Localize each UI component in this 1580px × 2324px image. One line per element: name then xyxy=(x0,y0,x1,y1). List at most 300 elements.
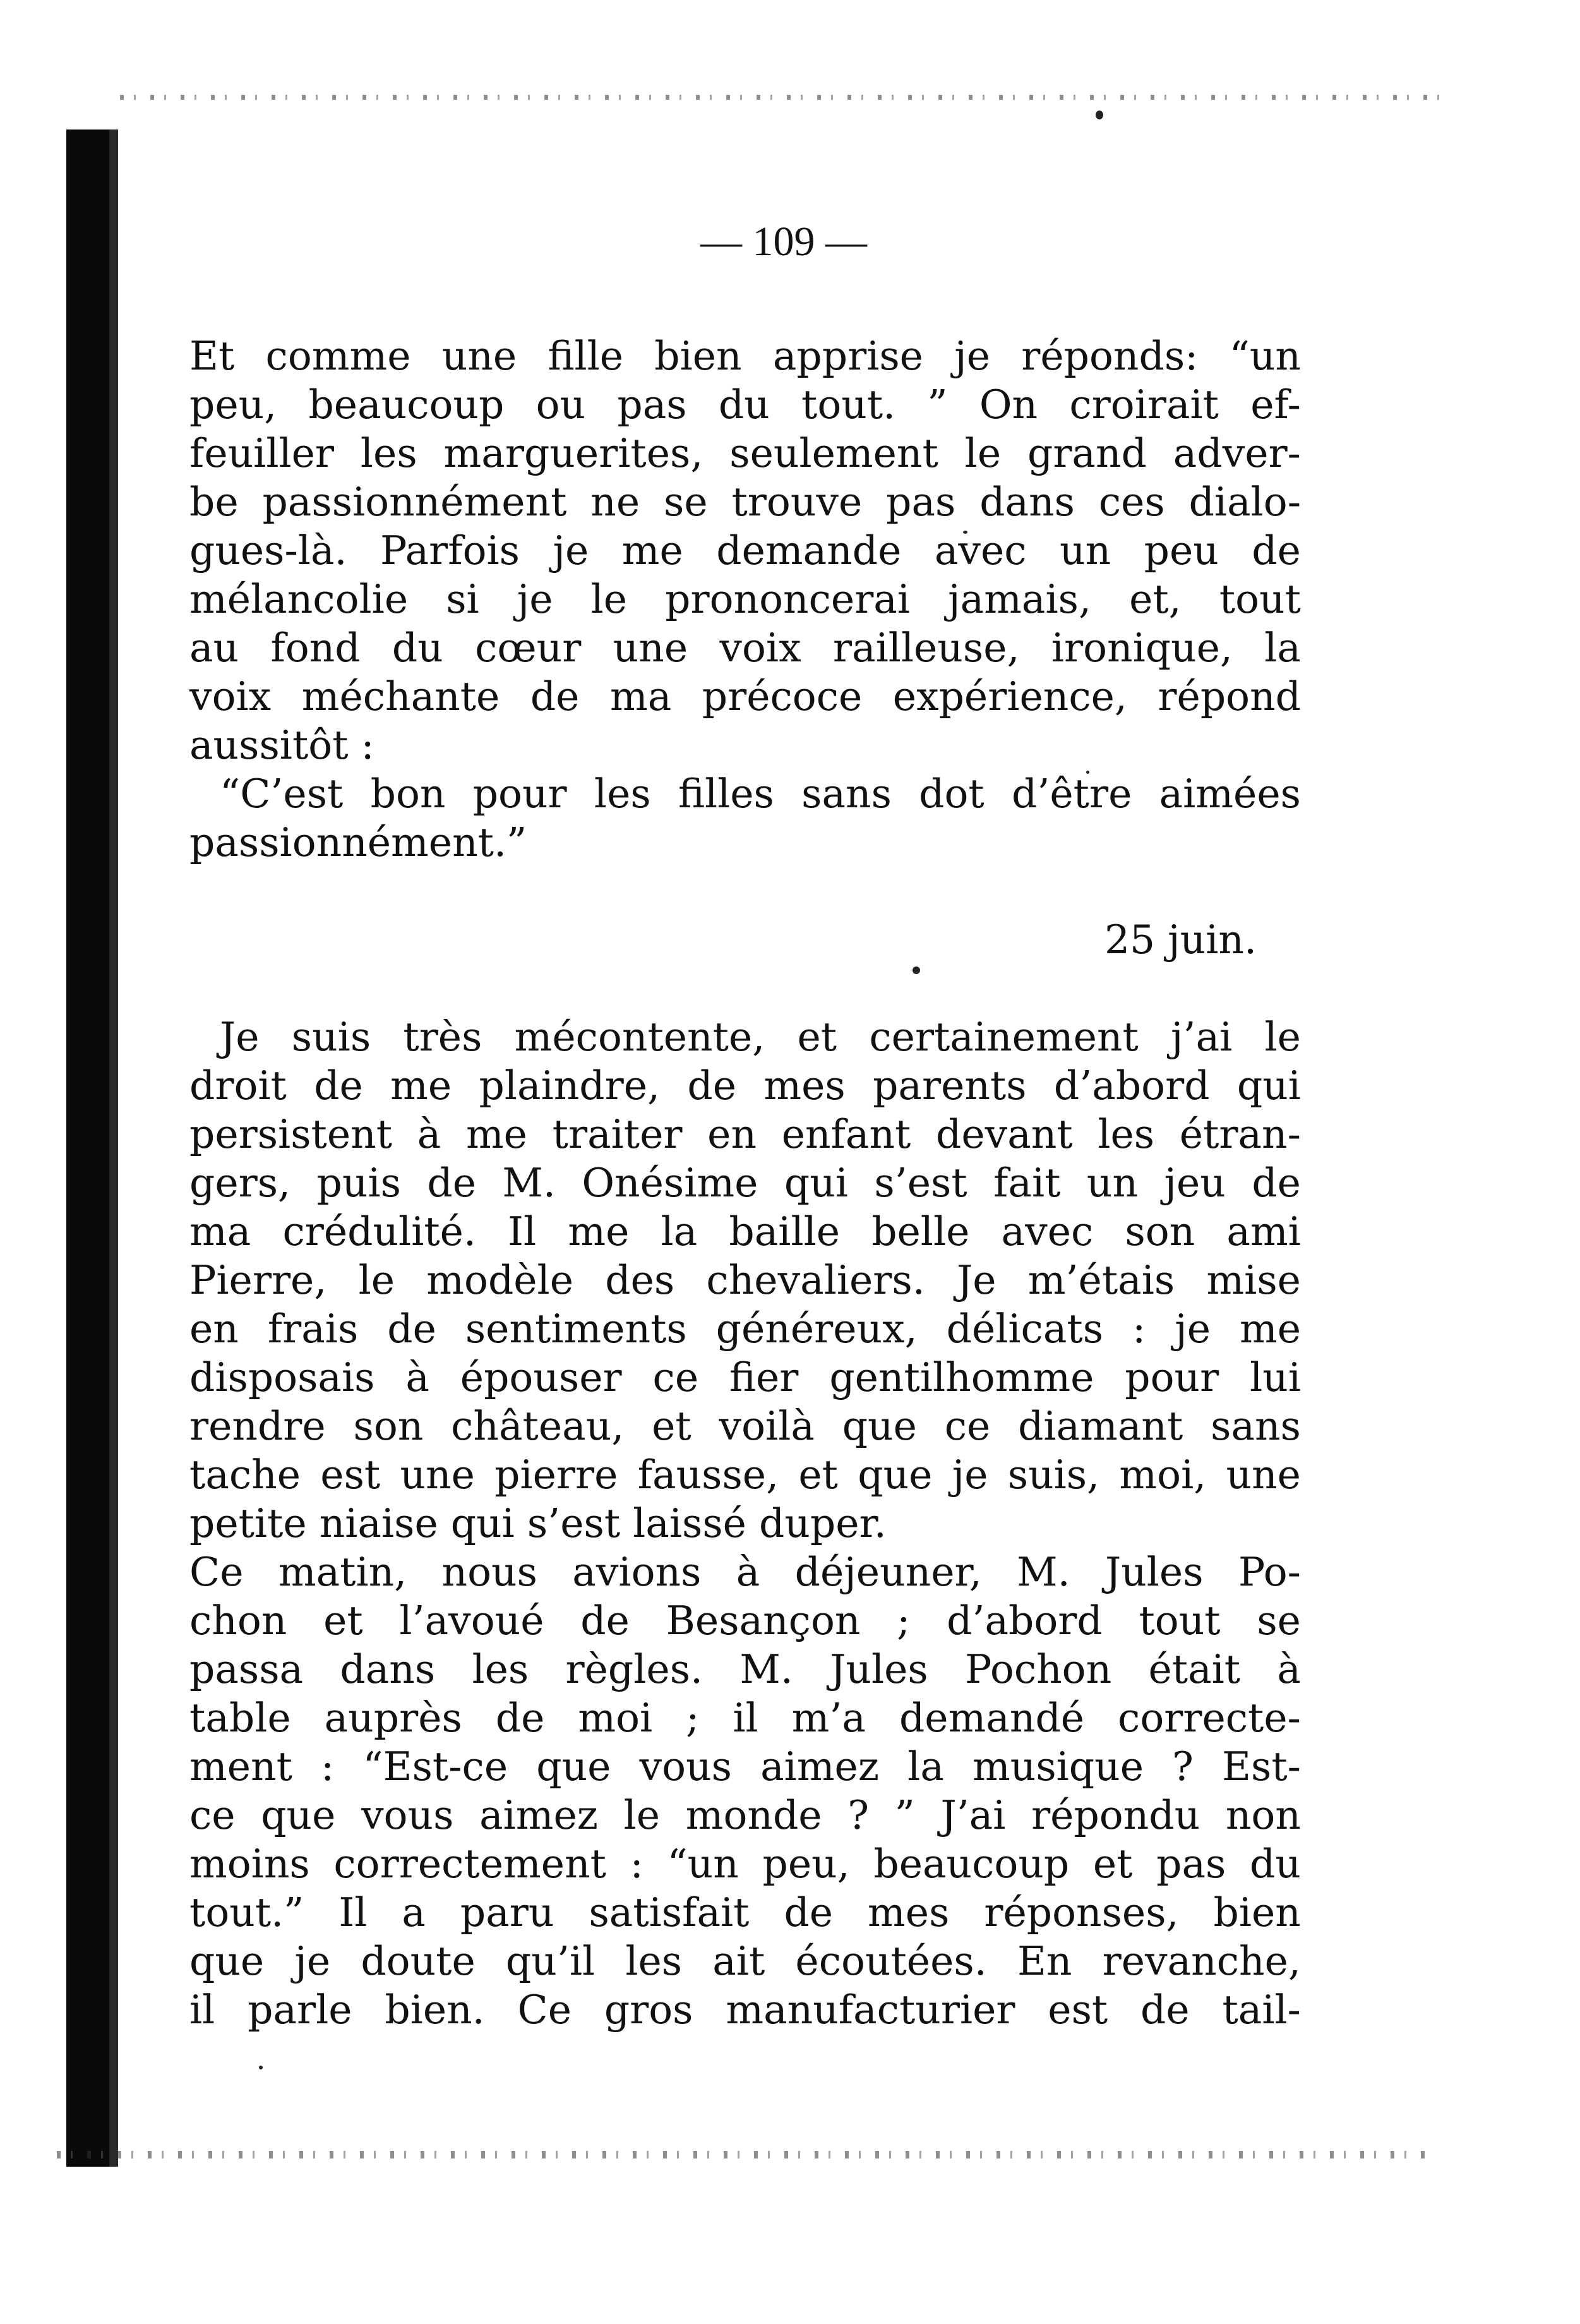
word: du xyxy=(392,625,443,671)
word: “un xyxy=(1229,333,1301,379)
word: règles. xyxy=(565,1646,703,1692)
word: l’avoué xyxy=(399,1598,544,1644)
word: Ce xyxy=(517,1987,572,2033)
word: vous xyxy=(639,1743,732,1790)
word: parents xyxy=(873,1063,1027,1109)
word: se xyxy=(1257,1598,1301,1644)
word: matin, xyxy=(278,1549,407,1595)
word: correcte- xyxy=(1118,1695,1301,1741)
word: tail- xyxy=(1222,1987,1301,2033)
word: à xyxy=(417,1111,441,1157)
word: à xyxy=(736,1549,760,1595)
text-line xyxy=(189,1742,1301,1791)
word: peu xyxy=(1144,527,1219,574)
word: avec xyxy=(934,527,1027,574)
word: le xyxy=(1264,1014,1301,1060)
word: ma xyxy=(609,673,672,719)
word: “un xyxy=(667,1841,739,1887)
text-line xyxy=(189,623,1301,672)
word: la xyxy=(1264,625,1301,671)
spacer xyxy=(189,867,1301,915)
word: les xyxy=(360,430,417,476)
word: ment xyxy=(189,1743,292,1790)
spacer xyxy=(189,964,1301,1013)
word: baille xyxy=(729,1208,841,1255)
word: fond xyxy=(270,625,361,671)
binding-shadow xyxy=(66,129,116,2167)
word: moi xyxy=(578,1695,653,1741)
paragraph-3 xyxy=(189,1548,1301,2034)
word: se xyxy=(664,479,708,525)
text-line xyxy=(189,1256,1301,1304)
word: droit xyxy=(189,1063,287,1109)
word: : xyxy=(321,1743,335,1790)
word: avec xyxy=(1001,1208,1094,1255)
word: satisfait xyxy=(589,1889,750,1936)
word: qui xyxy=(1236,1063,1301,1109)
text-line xyxy=(189,1839,1301,1888)
word: Ce xyxy=(189,1549,244,1595)
word: M. xyxy=(739,1646,793,1692)
word: correctement xyxy=(333,1841,606,1887)
word: a xyxy=(402,1889,426,1936)
word: table xyxy=(189,1695,291,1741)
word: en xyxy=(189,1306,239,1352)
text-line xyxy=(189,1596,1301,1645)
word: réponds: xyxy=(1021,333,1199,379)
word: ; xyxy=(897,1598,911,1644)
word: de xyxy=(427,1160,476,1206)
word: ce xyxy=(944,1403,991,1449)
word: dans xyxy=(340,1646,436,1692)
word: peu, xyxy=(189,382,277,428)
word: comme xyxy=(265,333,411,379)
word: chevaliers. xyxy=(706,1257,925,1303)
word: seulement xyxy=(729,430,938,476)
word: fausse, xyxy=(637,1452,779,1498)
word: suis, xyxy=(1007,1452,1100,1498)
word: expérience, xyxy=(892,673,1127,719)
word: je xyxy=(517,576,553,622)
word: que xyxy=(536,1743,611,1790)
word: pas xyxy=(617,382,687,428)
word: “C’est xyxy=(220,771,344,817)
word: diamant xyxy=(1018,1403,1183,1449)
word: Po- xyxy=(1238,1549,1301,1595)
word: auprès xyxy=(324,1695,462,1741)
diary-date: 25 juin. xyxy=(1104,917,1257,963)
word: Et xyxy=(189,333,235,379)
word: de xyxy=(1252,1160,1301,1206)
word: ef- xyxy=(1250,382,1301,428)
word: qui xyxy=(784,1160,848,1206)
word: une xyxy=(400,1452,475,1498)
word: avions xyxy=(572,1549,702,1595)
word: M. xyxy=(502,1160,556,1206)
word: doute xyxy=(361,1938,476,1984)
text-line xyxy=(189,1061,1301,1110)
bottom-edge-noise xyxy=(57,2151,1433,2158)
word: il xyxy=(189,1987,215,2033)
word: je xyxy=(1175,1306,1211,1352)
word: bon xyxy=(370,771,446,817)
word: de xyxy=(314,1063,363,1109)
word: tout xyxy=(1139,1598,1221,1644)
word: et, xyxy=(1129,576,1182,622)
word: Onésime xyxy=(582,1160,758,1206)
word: son xyxy=(1125,1208,1195,1255)
word: et xyxy=(652,1403,691,1449)
word: est xyxy=(1048,1987,1108,2033)
word: d’abord xyxy=(1053,1063,1210,1109)
word: une xyxy=(1226,1452,1301,1498)
word: demandé xyxy=(899,1695,1085,1741)
text-line xyxy=(189,1207,1301,1256)
word: son xyxy=(353,1403,424,1449)
word: demande xyxy=(716,527,902,574)
word: et xyxy=(797,1014,837,1060)
word: de xyxy=(580,1598,630,1644)
word: disposais xyxy=(189,1354,375,1400)
word: ait xyxy=(712,1938,765,1984)
word: M. xyxy=(1017,1549,1070,1595)
word: des xyxy=(605,1257,675,1303)
speck xyxy=(1096,111,1103,119)
word: : xyxy=(630,1841,643,1887)
paragraph-2 xyxy=(189,1013,1301,1548)
word: et xyxy=(323,1598,363,1644)
word: fille xyxy=(548,333,624,379)
word: dans xyxy=(979,479,1075,525)
word: chon xyxy=(189,1598,287,1644)
word: voilà xyxy=(719,1403,815,1449)
text-line xyxy=(189,1985,1301,2034)
word: étran- xyxy=(1179,1111,1301,1157)
text-line xyxy=(189,769,1301,818)
word: était xyxy=(1148,1646,1241,1692)
word: me xyxy=(1239,1306,1301,1352)
word: cœur xyxy=(475,625,582,671)
word: Pochon xyxy=(965,1646,1112,1692)
text-line xyxy=(189,1013,1301,1061)
word: grand xyxy=(1027,430,1147,476)
text-line xyxy=(189,332,1301,380)
word: rendre xyxy=(189,1403,326,1449)
word: sans xyxy=(801,771,892,817)
page-body xyxy=(189,332,1301,2034)
word: sentiments xyxy=(465,1306,687,1352)
word: ? xyxy=(1172,1743,1194,1790)
word: sans xyxy=(1211,1403,1301,1449)
text-line xyxy=(189,526,1301,575)
word: un xyxy=(1060,527,1111,574)
word: belle xyxy=(871,1208,970,1255)
word: non xyxy=(1225,1792,1301,1838)
word: méchante xyxy=(301,673,500,719)
word: bien. xyxy=(385,1987,485,2033)
word: château, xyxy=(451,1403,625,1449)
word: généreux, xyxy=(715,1306,918,1352)
word: monde xyxy=(685,1792,822,1838)
word: railleuse, xyxy=(832,625,1020,671)
word: ce xyxy=(652,1354,699,1400)
word: je xyxy=(294,1938,331,1984)
word: je xyxy=(954,333,991,379)
word: le xyxy=(590,576,628,622)
word: délicats xyxy=(946,1306,1104,1352)
word: les xyxy=(1098,1111,1155,1157)
text-line xyxy=(189,1791,1301,1839)
word: ces xyxy=(1098,479,1165,525)
word: On xyxy=(979,382,1038,428)
word: marguerites, xyxy=(443,430,703,476)
word: la xyxy=(661,1208,698,1255)
word: beaucoup xyxy=(873,1841,1070,1887)
word: ne xyxy=(590,479,640,525)
word: de xyxy=(530,673,580,719)
word: réponses, xyxy=(984,1889,1179,1936)
word: une xyxy=(613,625,688,671)
word: mécontente, xyxy=(514,1014,765,1060)
word: voix xyxy=(189,673,272,719)
word: écoutées. xyxy=(795,1938,987,1984)
word: aimées xyxy=(1159,771,1301,817)
word: Il xyxy=(508,1208,537,1255)
word: me xyxy=(390,1063,452,1109)
word: que xyxy=(261,1792,336,1838)
word: ; xyxy=(686,1695,700,1741)
word: tout.” xyxy=(189,1889,304,1936)
text-line xyxy=(189,1888,1301,1937)
word: tache xyxy=(189,1452,301,1498)
text-line xyxy=(189,380,1301,429)
text-line xyxy=(189,1159,1301,1207)
word: Besançon xyxy=(666,1598,861,1644)
word: persistent xyxy=(189,1111,393,1157)
word: de xyxy=(495,1695,545,1741)
word: peu, xyxy=(762,1841,850,1887)
text-line: passionnément.” xyxy=(189,819,527,865)
word: très xyxy=(403,1014,482,1060)
word: traiter xyxy=(552,1111,683,1157)
word: puis xyxy=(316,1160,401,1206)
word: le xyxy=(623,1792,661,1838)
word: est xyxy=(320,1452,381,1498)
word: vous xyxy=(361,1792,454,1838)
word: gers, xyxy=(189,1160,291,1206)
word: “Est-ce xyxy=(362,1743,508,1790)
text-line: aussitôt : xyxy=(189,722,374,768)
word: pas xyxy=(1156,1841,1226,1887)
word: fier xyxy=(729,1354,799,1400)
word: pour xyxy=(472,771,567,817)
word: de xyxy=(1252,527,1301,574)
word: les xyxy=(625,1938,683,1984)
word: parle xyxy=(248,1987,352,2033)
word: ? xyxy=(847,1792,869,1838)
word: la xyxy=(907,1743,944,1790)
word: enfant xyxy=(781,1111,911,1157)
word: moi, xyxy=(1119,1452,1207,1498)
text-line xyxy=(189,1548,1301,1596)
word: filles xyxy=(678,771,774,817)
word: plaindre, xyxy=(479,1063,661,1109)
word: pas xyxy=(886,479,956,525)
word: m’a xyxy=(791,1695,866,1741)
word: d’être xyxy=(1012,771,1132,817)
word: ma xyxy=(189,1208,251,1255)
word: beaucoup xyxy=(308,382,505,428)
word: je xyxy=(952,1452,988,1498)
text-line xyxy=(189,1402,1301,1450)
word: paru xyxy=(460,1889,554,1936)
word: mes xyxy=(763,1063,846,1109)
word: répondu xyxy=(1031,1792,1200,1838)
text-line xyxy=(189,575,1301,623)
word: répond xyxy=(1158,673,1301,719)
word: Pierre, xyxy=(189,1257,327,1303)
text-line xyxy=(189,1450,1301,1499)
word: gentilhomme xyxy=(829,1354,1094,1400)
word: dialo- xyxy=(1188,479,1301,525)
word: les xyxy=(472,1646,529,1692)
word: certainement xyxy=(869,1014,1139,1060)
word: ce xyxy=(189,1792,236,1838)
word: jeu xyxy=(1164,1160,1226,1206)
text-line xyxy=(189,429,1301,478)
word: ” xyxy=(894,1792,915,1838)
word: Jules xyxy=(1104,1549,1204,1595)
word: pierre xyxy=(494,1452,618,1498)
word: le xyxy=(358,1257,395,1303)
word: à xyxy=(405,1354,429,1400)
word: passa xyxy=(189,1646,304,1692)
word: dot xyxy=(919,771,985,817)
word: déjeuner, xyxy=(794,1549,982,1595)
word: si xyxy=(446,576,479,622)
word: me xyxy=(568,1208,630,1255)
word: aimez xyxy=(760,1743,880,1790)
word: ou xyxy=(536,382,586,428)
text-line xyxy=(189,672,1301,721)
word: passionnément xyxy=(262,479,567,525)
text-line xyxy=(189,1937,1301,1985)
word: je xyxy=(553,527,589,574)
word: qu’il xyxy=(505,1938,595,1984)
text-line xyxy=(189,1110,1301,1159)
word: me xyxy=(465,1111,527,1157)
page-number: — 109 — xyxy=(700,219,867,265)
word: au xyxy=(189,625,239,671)
word: me xyxy=(621,527,683,574)
word: aimez xyxy=(479,1792,599,1838)
word: du xyxy=(1250,1841,1301,1887)
word: adver- xyxy=(1173,430,1301,476)
word: un xyxy=(1086,1160,1139,1206)
word: les xyxy=(594,771,651,817)
word: prononcerai xyxy=(665,576,911,622)
word: manufacturier xyxy=(726,1987,1015,2033)
word: voix xyxy=(719,625,801,671)
word: que xyxy=(842,1403,917,1449)
paragraph-1 xyxy=(189,332,1301,769)
word: de xyxy=(387,1306,436,1352)
word: à xyxy=(1277,1646,1301,1692)
word: modèle xyxy=(426,1257,573,1303)
word: fait xyxy=(993,1160,1061,1206)
word: d’abord xyxy=(947,1598,1103,1644)
word: moins xyxy=(189,1841,310,1887)
word: bien xyxy=(1213,1889,1301,1936)
text-line xyxy=(189,1645,1301,1694)
quote xyxy=(189,769,1301,867)
word: il xyxy=(733,1695,758,1741)
text-line: petite niaise qui s’est laissé duper. xyxy=(189,1500,887,1546)
text-line xyxy=(189,478,1301,526)
word: pour xyxy=(1125,1354,1219,1400)
text-line xyxy=(189,1353,1301,1402)
word: feuiller xyxy=(189,430,335,476)
word: tout. xyxy=(801,382,896,428)
word: bien xyxy=(654,333,742,379)
word: lui xyxy=(1250,1354,1301,1400)
word: En xyxy=(1017,1938,1072,1984)
word: gues-là. xyxy=(189,527,347,574)
word: Je xyxy=(957,1257,996,1303)
word: ironique, xyxy=(1051,625,1233,671)
word: trouve xyxy=(731,479,863,525)
word: mélancolie xyxy=(189,576,409,622)
word: le xyxy=(964,430,1002,476)
word: que xyxy=(189,1938,265,1984)
word: croirait xyxy=(1069,382,1219,428)
top-edge-noise xyxy=(120,95,1446,100)
word: et xyxy=(798,1452,838,1498)
word: tout xyxy=(1219,576,1301,622)
word: Jules xyxy=(830,1646,928,1692)
word: suis xyxy=(291,1014,371,1060)
word: frais xyxy=(267,1306,359,1352)
word: : xyxy=(1132,1306,1146,1352)
text-line xyxy=(189,1694,1301,1742)
word: j’ai xyxy=(1171,1014,1233,1060)
word: crédulité. xyxy=(282,1208,476,1255)
word: en xyxy=(707,1111,757,1157)
word: de xyxy=(687,1063,737,1109)
word: du xyxy=(718,382,770,428)
word: revanche, xyxy=(1102,1938,1301,1984)
word: nous xyxy=(441,1549,537,1595)
word: musique xyxy=(973,1743,1144,1790)
word: jamais, xyxy=(948,576,1091,622)
word: Parfois xyxy=(380,527,520,574)
speck xyxy=(259,2066,263,2069)
word: mes xyxy=(868,1889,950,1936)
word: m’étais xyxy=(1027,1257,1175,1303)
word: gros xyxy=(604,1987,693,2033)
word: s’est xyxy=(874,1160,967,1206)
word: et xyxy=(1092,1841,1133,1887)
word: une xyxy=(441,333,517,379)
word: J’ai xyxy=(940,1792,1006,1838)
word: que xyxy=(858,1452,933,1498)
word: épouser xyxy=(460,1354,622,1400)
word: ami xyxy=(1226,1208,1301,1255)
word: apprise xyxy=(772,333,923,379)
word: Il xyxy=(338,1889,368,1936)
word: de xyxy=(1140,1987,1190,2033)
text-line xyxy=(189,1304,1301,1353)
